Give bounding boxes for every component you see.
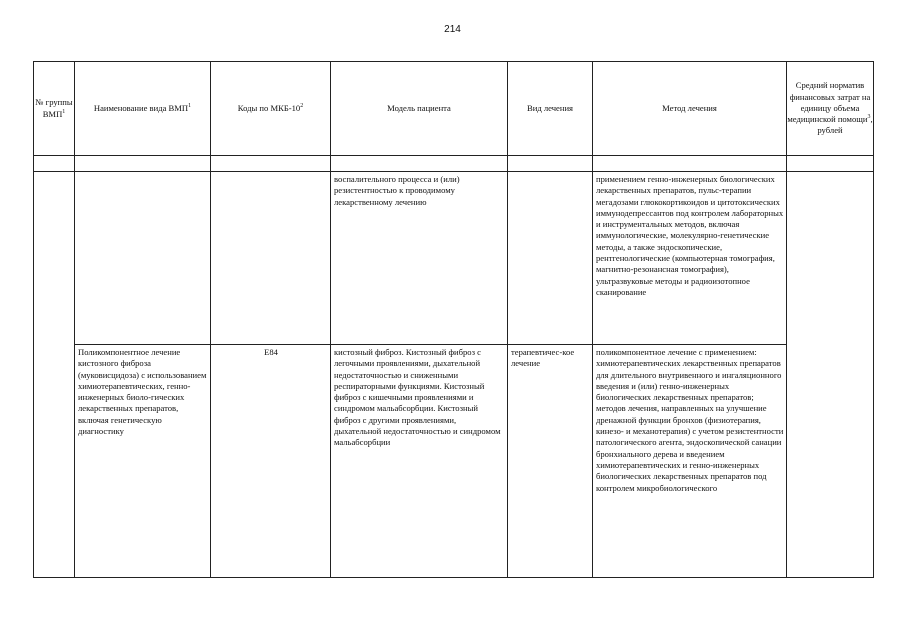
header-financial-norm: Средний норматив финансовых затрат на единицу объема медицинской помощи$^3$, рублей <box>787 62 874 156</box>
treatment-method-cell: применением генно-инженерных биологических лекарственных препаратов, пульс-терапии мегадозами глюкокортикоидов и цитотоксических иммунодепрессантов под контролем лабораторных и инструментальных методов, включая иммунологические, молекулярно-генетические методы, а также эндоскопические, рентгенологические (компьютерная томография, магнитно-резонансная томография), ультразвуковые методы и радиоизотопное сканирование <box>593 172 787 345</box>
header-row <box>34 62 874 156</box>
vmp-name-cell: Поликомпонентное лечение кистозного фиброза (муковисцидоза) с использованием химиотерапевтических, генно-инженерных биоло-гических лекарственных препаратов, включая генетическую диагностику <box>75 345 211 578</box>
table-row <box>34 172 874 345</box>
icd-codes-cell: E84 <box>211 345 331 578</box>
financial-norm-cell <box>787 172 874 578</box>
icd-codes-cell <box>211 172 331 345</box>
treatment-method-cell: поликомпонентное лечение с применением: химиотерапевтических лекарственных препаратов для длительного внутривенного и ингаляционного введения и (или) генно-инженерных биологических лекарственных препаратов; методов лечения, направленных на улучшение дренажной функции бронхов (физиотерапия, кинезо- и механотерапия) с учетом резистентности патологического агента, эндоскопической санации бронхиального дерева и введением химиотерапевтических и генно-инженерных биологических лекарственных препаратов под контролем микробиологического <box>593 345 787 578</box>
header-treatment-type: Вид лечения <box>508 62 593 156</box>
header-treatment-method: Метод лечения <box>593 62 787 156</box>
patient-model-cell: кистозный фиброз. Кистозный фиброз с легочными проявлениями, дыхательной недостаточностью и сниженными респираторными функциями. Кистозный фиброз с кишечными проявлениями и синдромом мальабсорбции. Кистозный фиброз с другими проявлениями, дыхательной недостаточностью и синдромом мальабсорбции <box>331 345 508 578</box>
header-icd-codes: Коды по МКБ-$10^2$ <box>211 62 331 156</box>
header-vmp-name: Наименование вида ВМП$^1$ <box>75 62 211 156</box>
page-number: 214 <box>444 24 461 35</box>
header-patient-model: Модель пациента <box>331 62 508 156</box>
header-group-number: № группы ВМП$^1$ <box>34 62 75 156</box>
vmp-table <box>33 61 874 578</box>
treatment-type-cell: терапевтичес-кое лечение <box>508 345 593 578</box>
treatment-type-cell <box>508 172 593 345</box>
vmp-name-cell <box>75 172 211 345</box>
group-number-cell <box>34 172 75 578</box>
table-row <box>34 156 874 172</box>
patient-model-cell: воспалительного процесса и (или) резистентностью к проводимому лекарственному лечению <box>331 172 508 345</box>
table-row <box>34 345 874 578</box>
